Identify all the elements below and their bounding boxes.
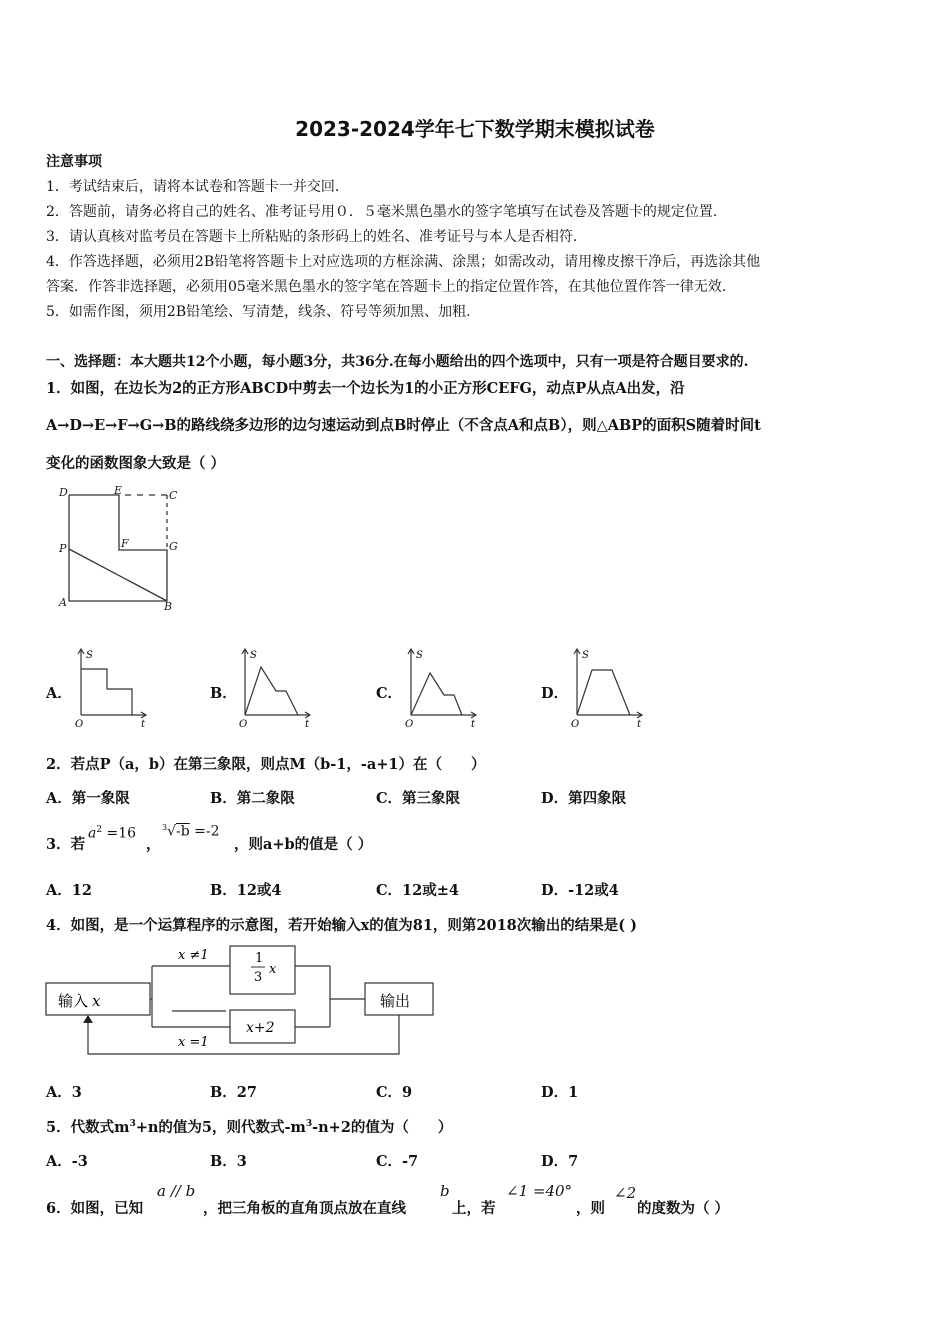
label-f: F [121, 537, 129, 550]
notice-item: 5．如需作图，须用2B铅笔绘、写清楚，线条、符号等须加黑、加粗. [46, 304, 471, 320]
label-e: E [114, 484, 123, 497]
notice-item: 1．考试结束后，请将本试卷和答题卡一并交回. [46, 179, 340, 195]
q4-stem: 4．如图，是一个运算程序的示意图，若开始输入x的值为81，则第2018次输出的结果是( ) [46, 917, 638, 934]
notice-item: 4．作答选择题，必须用2B铅笔将答题卡上对应选项的方框涂满、涂黑；如需改动，请用橡皮擦干净后，再选涂其他 [46, 254, 761, 270]
q6-part1: 6．如图，已知 [46, 1200, 144, 1217]
q2-stem: 2．若点P（a，b）在第三象限，则点M（b-1，-a+1）在（ ） [46, 756, 486, 773]
q6-part2: ，把三角板的直角顶点放在直线 [203, 1200, 406, 1217]
q5-option-b[interactable]: B．3 [210, 1153, 247, 1170]
label-a: A [59, 596, 67, 609]
q1-figure [55, 483, 205, 613]
label-b: B [164, 600, 173, 613]
q6-math-angle2: ∠2 [614, 1184, 637, 1202]
flow-cond-bottom: x =1 [178, 1035, 209, 1050]
q3-option-a[interactable]: A．12 [46, 882, 92, 899]
q3-suffix: ，则a+b的值是（ ） [234, 836, 373, 853]
q1-option-a-graph[interactable] [72, 645, 152, 730]
q4-option-c[interactable]: C．9 [376, 1084, 413, 1101]
q6-math-b: b [440, 1182, 450, 1200]
axis-o: O [571, 719, 580, 730]
q3-option-b[interactable]: B．12或4 [210, 882, 282, 899]
q2-option-d[interactable]: D．第四象限 [541, 790, 627, 807]
flow-input-label: 输入 x [58, 992, 101, 1010]
q2-option-b[interactable]: B．第二象限 [210, 790, 295, 807]
label-g: G [169, 540, 178, 553]
label-p: P [59, 542, 67, 555]
page-title: 2023-2024学年七下数学期末模拟试卷 [295, 117, 655, 141]
notice-item: 3．请认真核对监考员在答题卡上所粘贴的条形码上的姓名、准考证号与本人是否相符. [46, 229, 578, 245]
q4-flowchart [40, 940, 440, 1065]
q1-option-c-label: C． [376, 685, 403, 702]
section-heading: 一、选择题：本大题共12个小题，每小题3分，共36分.在每小题给出的四个选项中，只有一项是符合题目要求的. [46, 354, 749, 370]
flow-output-label: 输出 [380, 992, 411, 1010]
flow-frac-den: 3 [254, 970, 263, 985]
q4-option-a[interactable]: A．3 [46, 1084, 82, 1101]
q1-option-d-label: D． [541, 685, 569, 702]
flow-plus-box: x+2 [246, 1020, 275, 1036]
axis-s: S [86, 650, 93, 661]
q3-comma: ， [146, 836, 161, 853]
q1-option-c-graph[interactable] [402, 645, 482, 730]
axis-o: O [75, 719, 84, 730]
axis-t: t [305, 719, 310, 730]
axis-t: t [471, 719, 476, 730]
q1-stem-line1: 1．如图，在边长为2的正方形ABCD中剪去一个边长为1的小正方形CEFG，动点P从点A出发，沿 [46, 380, 685, 397]
q5-option-c[interactable]: C．-7 [376, 1153, 419, 1170]
flow-frac-var: x [269, 962, 277, 977]
q1-option-b-label: B． [210, 685, 237, 702]
label-c: C [169, 489, 178, 502]
q6-math-parallel: a // b [157, 1182, 196, 1200]
q3-math-cube-root: $^3$√-b =-2 [162, 823, 220, 840]
q4-option-d[interactable]: D．1 [541, 1084, 579, 1101]
notice-item: 2．答题前，请务必将自己的姓名、准考证号用０．５毫米黑色墨水的签字笔填写在试卷及答题卡的规定位置. [46, 204, 718, 220]
q6-math-angle1: ∠1 =40° [506, 1182, 573, 1200]
q5-option-d[interactable]: D．7 [541, 1153, 579, 1170]
q6-part4: ，则 [576, 1200, 605, 1217]
axis-o: O [239, 719, 248, 730]
notice-item: 答案．作答非选择题，必须用05毫米黑色墨水的签字笔在答题卡上的指定位置作答，在其他位置作答一律无效. [46, 279, 727, 295]
axis-s: S [582, 650, 589, 661]
flow-cond-top: x ≠1 [178, 948, 209, 963]
q1-option-a-label: A． [46, 685, 72, 702]
axis-s: S [250, 650, 257, 661]
label-d: D [59, 486, 68, 499]
axis-o: O [405, 719, 414, 730]
axis-t: t [141, 719, 146, 730]
q2-option-a[interactable]: A．第一象限 [46, 790, 130, 807]
q6-part5: 的度数为（ ） [637, 1200, 730, 1217]
q1-stem-line2: A→D→E→F→G→B的路线绕多边形的边匀速运动到点B时停止（不含点A和点B），则△ABP的面积S随着时间t [46, 417, 761, 434]
q5-stem: 5．代数式$m^3+n$的值为5，则代数式$-m^3-n+2$的值为（ ） [46, 1119, 453, 1136]
axis-t: t [637, 719, 642, 730]
q2-option-c[interactable]: C．第三象限 [376, 790, 461, 807]
q3-option-c[interactable]: C．12或±4 [376, 882, 459, 899]
q6-part3: 上，若 [452, 1200, 496, 1217]
q3-prefix: 3．若 [46, 836, 86, 853]
q1-stem-line3: 变化的函数图象大致是（ ） [46, 455, 226, 472]
q1-option-b-graph[interactable] [236, 645, 316, 730]
q3-option-d[interactable]: D．-12或4 [541, 882, 619, 899]
q5-option-a[interactable]: A．-3 [46, 1153, 88, 1170]
q3-math-a-squared: $a^2 =16$ [88, 825, 137, 842]
q4-option-b[interactable]: B．27 [210, 1084, 257, 1101]
flow-frac-num: 1 [255, 951, 264, 966]
axis-s: S [416, 650, 423, 661]
notice-heading: 注意事项 [46, 154, 102, 170]
q1-option-d-graph[interactable] [568, 645, 648, 730]
